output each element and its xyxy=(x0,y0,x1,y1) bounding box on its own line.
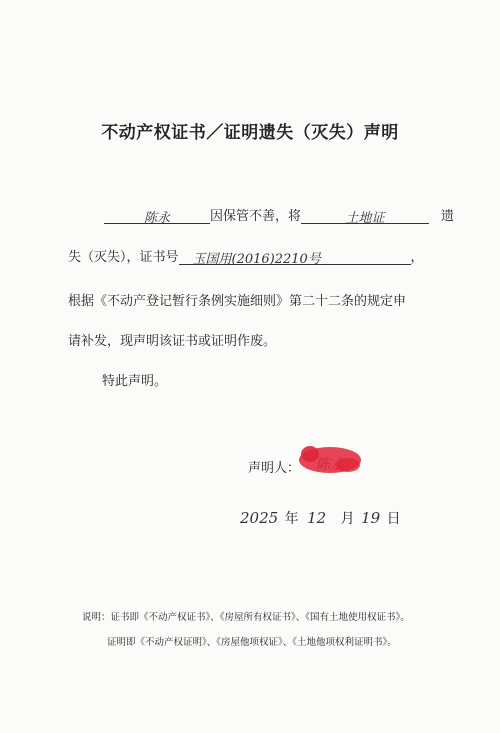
handwritten-name: 陈永 xyxy=(143,211,170,226)
handwritten-cert-no: 玉国用(2016)2210号 xyxy=(192,252,321,267)
body-text-2: 遗 xyxy=(441,209,455,224)
date-month: 12 xyxy=(307,509,327,527)
handwritten-item: 土地证 xyxy=(345,211,385,226)
seal-blot-right xyxy=(336,458,360,472)
body-text-4: ， xyxy=(410,250,424,265)
body-text-1: 因保管不善，将 xyxy=(210,209,302,224)
date-year: 2025 xyxy=(240,509,279,527)
signature-label: 声明人： xyxy=(248,461,301,476)
body-line-1 xyxy=(68,205,454,224)
note-line-2: 证明即《不动产权证明》、《房屋他项权证》、《土地他项权利证明书》。 xyxy=(107,637,397,648)
signature-date xyxy=(240,508,401,528)
page-title: 不动产权证书／证明遗失（灭失）声明 xyxy=(101,123,399,143)
date-day: 19 xyxy=(361,509,381,527)
date-day-unit: 日 xyxy=(386,511,401,527)
body-text-3: 失（灭失），证书号 xyxy=(68,250,179,265)
body-line-2 xyxy=(68,246,424,265)
item-blank xyxy=(301,207,429,224)
red-seal-stamp xyxy=(296,443,368,477)
name-blank xyxy=(104,207,210,224)
date-year-unit: 年 xyxy=(284,511,299,527)
body-para2-line1: 根据《不动产登记暂行条例实施细则》第二十二条的规定申 xyxy=(68,294,407,309)
seal-blot-left xyxy=(301,446,319,462)
note-line-1: 说明：证书即《不动产权证书》、《房屋所有权证书》、《国有土地使用权证书》。 xyxy=(82,612,410,623)
body-para2-line2: 请补发，现声明该证书或证明作废。 xyxy=(68,334,277,349)
cert-no-blank xyxy=(179,248,411,265)
body-para3: 特此声明。 xyxy=(102,374,168,389)
date-month-unit: 月 xyxy=(340,511,355,527)
